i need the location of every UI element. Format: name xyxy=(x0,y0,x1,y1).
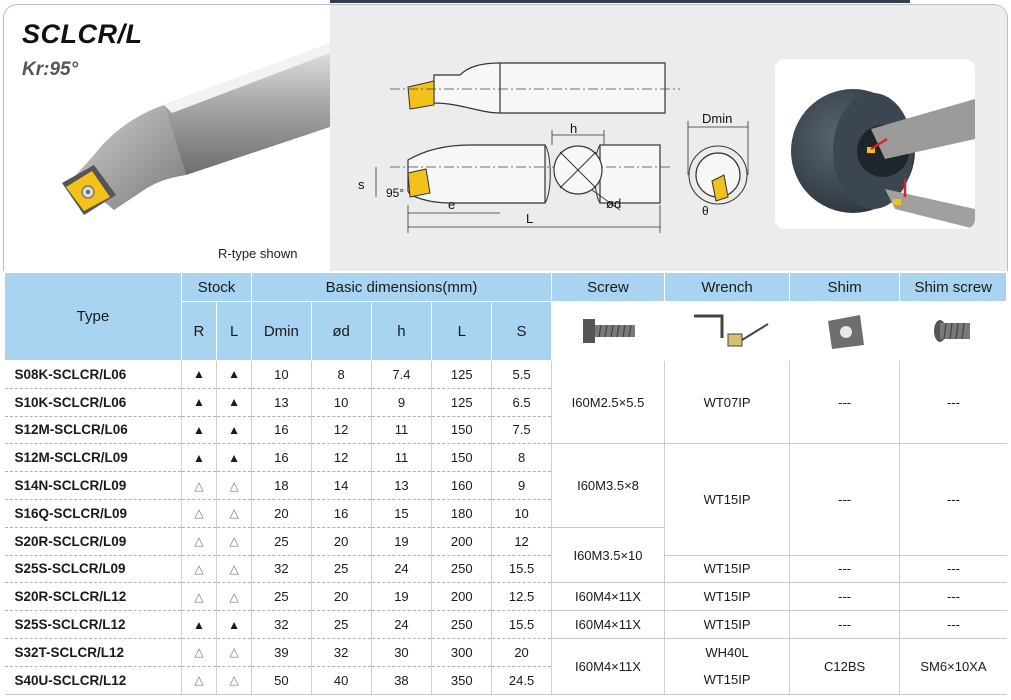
cell-wrench: WT15IP xyxy=(665,583,790,611)
cell-stock-r: ▲ xyxy=(181,361,216,389)
cell-dmin: 16 xyxy=(252,444,311,472)
table-body xyxy=(5,361,1007,695)
cell-s: 10 xyxy=(492,499,551,527)
cell-od: 16 xyxy=(311,499,371,527)
cell-wrench: WT15IP xyxy=(665,444,790,555)
cell-h: 19 xyxy=(371,527,431,555)
cell-shim-screw: --- xyxy=(900,555,1007,583)
table-row xyxy=(5,583,1007,611)
table-row xyxy=(5,444,1007,472)
cell-s: 20 xyxy=(492,638,551,666)
cell-screw: I60M3.5×10 xyxy=(551,527,665,583)
cell-stock-r: △ xyxy=(181,527,216,555)
cell-dmin: 39 xyxy=(252,638,311,666)
cell-dmin: 50 xyxy=(252,666,311,694)
cell-type: S20R-SCLCR/L09 xyxy=(5,527,182,555)
cell-s: 5.5 xyxy=(492,361,551,389)
cell-stock-l: △ xyxy=(217,638,252,666)
header-wrench: Wrench xyxy=(665,273,790,302)
cell-shim: --- xyxy=(789,361,900,444)
type-caption: R-type shown xyxy=(218,246,298,261)
cell-length: 125 xyxy=(432,388,492,416)
cell-stock-r: △ xyxy=(181,583,216,611)
wrench-icon xyxy=(665,302,790,361)
cell-type: S40U-SCLCR/L12 xyxy=(5,666,182,694)
application-image xyxy=(775,59,975,229)
cell-length: 150 xyxy=(432,416,492,444)
specification-table xyxy=(4,272,1007,695)
cell-stock-l: △ xyxy=(217,527,252,555)
cell-shim-screw: --- xyxy=(900,444,1007,555)
cell-od: 40 xyxy=(311,666,371,694)
cell-length: 350 xyxy=(432,666,492,694)
header-type: Type xyxy=(5,273,182,361)
cell-s: 7.5 xyxy=(492,416,551,444)
header-length: L xyxy=(432,302,492,361)
cell-dmin: 18 xyxy=(252,472,311,500)
header-h: h xyxy=(371,302,431,361)
dim-e-label: e xyxy=(448,197,456,212)
angle-label: 95° xyxy=(386,186,405,200)
cell-shim: C12BS xyxy=(789,638,900,694)
cell-s: 9 xyxy=(492,472,551,500)
table-row xyxy=(5,638,1007,666)
table-row xyxy=(5,555,1007,583)
cell-od: 20 xyxy=(311,583,371,611)
cell-stock-l: △ xyxy=(217,555,252,583)
top-accent-bar xyxy=(330,0,910,3)
table-row xyxy=(5,611,1007,639)
product-title: SCLCR/L xyxy=(22,19,143,49)
cell-length: 200 xyxy=(432,583,492,611)
cell-h: 13 xyxy=(371,472,431,500)
cell-stock-l: △ xyxy=(217,666,252,694)
cell-h: 11 xyxy=(371,416,431,444)
header-shim-screw: Shim screw xyxy=(900,273,1007,302)
cell-stock-r: △ xyxy=(181,638,216,666)
cell-type: S12M-SCLCR/L09 xyxy=(5,444,182,472)
header-od: ød xyxy=(311,302,371,361)
cell-shim: --- xyxy=(789,555,900,583)
cell-dmin: 25 xyxy=(252,527,311,555)
cell-stock-r: △ xyxy=(181,666,216,694)
cell-od: 8 xyxy=(311,361,371,389)
cell-dmin: 13 xyxy=(252,388,311,416)
cell-wrench: WT07IP xyxy=(665,361,790,444)
cell-length: 300 xyxy=(432,638,492,666)
cell-s: 24.5 xyxy=(492,666,551,694)
cell-s: 6.5 xyxy=(492,388,551,416)
screw-icon xyxy=(551,302,665,361)
cell-shim-screw: --- xyxy=(900,583,1007,611)
cell-stock-r: △ xyxy=(181,499,216,527)
dim-dmin-label: Dmin xyxy=(702,111,733,126)
cell-type: S14N-SCLCR/L09 xyxy=(5,472,182,500)
cell-od: 14 xyxy=(311,472,371,500)
cell-s: 12.5 xyxy=(492,583,551,611)
header-dmin: Dmin xyxy=(252,302,311,361)
cell-od: 10 xyxy=(311,388,371,416)
cell-stock-l: ▲ xyxy=(217,611,252,639)
cell-length: 125 xyxy=(432,361,492,389)
header-shim: Shim xyxy=(789,273,900,302)
cell-wrench: WT15IP xyxy=(665,666,790,694)
cell-h: 24 xyxy=(371,555,431,583)
shim-icon xyxy=(789,302,900,361)
cell-stock-r: ▲ xyxy=(181,444,216,472)
cell-type: S10K-SCLCR/L06 xyxy=(5,388,182,416)
cell-dmin: 10 xyxy=(252,361,311,389)
header-basic-dimensions: Basic dimensions(mm) xyxy=(252,273,552,302)
technical-drawing xyxy=(330,5,770,271)
cell-shim-screw: --- xyxy=(900,611,1007,639)
cell-dmin: 32 xyxy=(252,555,311,583)
cell-stock-l: △ xyxy=(217,583,252,611)
cell-h: 15 xyxy=(371,499,431,527)
cell-type: S25S-SCLCR/L09 xyxy=(5,555,182,583)
cell-stock-r: △ xyxy=(181,472,216,500)
cell-type: S32T-SCLCR/L12 xyxy=(5,638,182,666)
header-stock: Stock xyxy=(181,273,251,302)
cell-h: 38 xyxy=(371,666,431,694)
cell-s: 15.5 xyxy=(492,611,551,639)
cell-screw: I60M3.5×8 xyxy=(551,444,665,527)
cell-wrench: WT15IP xyxy=(665,555,790,583)
cell-stock-l: △ xyxy=(217,499,252,527)
cell-type: S16Q-SCLCR/L09 xyxy=(5,499,182,527)
cell-h: 19 xyxy=(371,583,431,611)
cell-length: 150 xyxy=(432,444,492,472)
dim-od-label: ød xyxy=(606,196,622,211)
cell-dmin: 16 xyxy=(252,416,311,444)
table-row xyxy=(5,361,1007,389)
cell-stock-r: ▲ xyxy=(181,388,216,416)
cell-shim: --- xyxy=(789,583,900,611)
cell-wrench: WH40L xyxy=(665,638,790,666)
cell-stock-l: ▲ xyxy=(217,361,252,389)
shim-screw-icon xyxy=(900,302,1007,361)
cell-length: 180 xyxy=(432,499,492,527)
cell-wrench: WT15IP xyxy=(665,611,790,639)
cell-type: S08K-SCLCR/L06 xyxy=(5,361,182,389)
header-panel xyxy=(3,4,1008,271)
dim-h-label: h xyxy=(570,121,578,136)
cell-screw: I60M4×11X xyxy=(551,583,665,611)
theta-label: θ xyxy=(702,204,709,218)
header-s: S xyxy=(492,302,551,361)
cell-h: 11 xyxy=(371,444,431,472)
cell-shim: --- xyxy=(789,444,900,555)
cell-length: 250 xyxy=(432,611,492,639)
cell-shim: --- xyxy=(789,611,900,639)
cell-length: 200 xyxy=(432,527,492,555)
header-screw: Screw xyxy=(551,273,665,302)
cell-shim-screw: --- xyxy=(900,361,1007,444)
header-r: R xyxy=(181,302,216,361)
cell-od: 32 xyxy=(311,638,371,666)
cell-s: 12 xyxy=(492,527,551,555)
cell-dmin: 20 xyxy=(252,499,311,527)
cell-od: 20 xyxy=(311,527,371,555)
cell-type: S25S-SCLCR/L12 xyxy=(5,611,182,639)
cell-stock-l: ▲ xyxy=(217,388,252,416)
cell-od: 25 xyxy=(311,611,371,639)
cell-screw: I60M4×11X xyxy=(551,611,665,639)
cell-h: 24 xyxy=(371,611,431,639)
cell-stock-l: ▲ xyxy=(217,416,252,444)
cell-od: 12 xyxy=(311,416,371,444)
cell-s: 15.5 xyxy=(492,555,551,583)
cell-od: 12 xyxy=(311,444,371,472)
cell-dmin: 32 xyxy=(252,611,311,639)
cell-stock-r: ▲ xyxy=(181,416,216,444)
cell-od: 25 xyxy=(311,555,371,583)
cell-length: 160 xyxy=(432,472,492,500)
dim-L-label: L xyxy=(526,211,534,226)
cell-h: 9 xyxy=(371,388,431,416)
approach-angle: Kr:95° xyxy=(22,59,79,80)
cell-stock-r: ▲ xyxy=(181,611,216,639)
cell-shim-screw: SM6×10XA xyxy=(900,638,1007,694)
cell-screw: I60M4×11X xyxy=(551,638,665,694)
cell-dmin: 25 xyxy=(252,583,311,611)
cell-stock-l: △ xyxy=(217,472,252,500)
cell-s: 8 xyxy=(492,444,551,472)
cell-type: S20R-SCLCR/L12 xyxy=(5,583,182,611)
cell-length: 250 xyxy=(432,555,492,583)
cell-h: 7.4 xyxy=(371,361,431,389)
cell-stock-l: ▲ xyxy=(217,444,252,472)
cell-screw: I60M2.5×5.5 xyxy=(551,361,665,444)
header-l: L xyxy=(217,302,252,361)
cell-h: 30 xyxy=(371,638,431,666)
cell-type: S12M-SCLCR/L06 xyxy=(5,416,182,444)
dim-s-label: s xyxy=(358,177,365,192)
cell-stock-r: △ xyxy=(181,555,216,583)
